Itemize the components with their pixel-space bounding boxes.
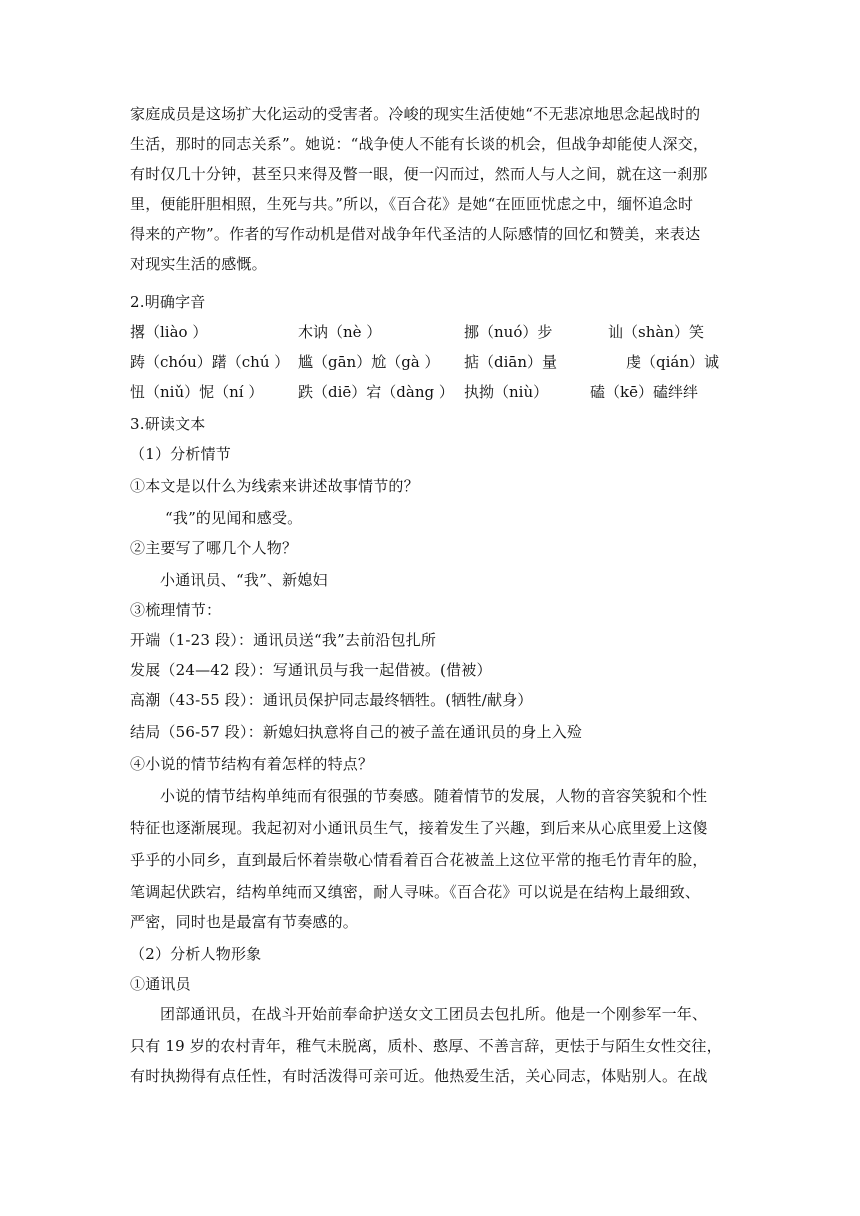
character-heading: ①通讯员 (130, 975, 191, 993)
plot-item: 高潮（43-55 段）：通讯员保护同志最终牺牲。(牺牲/献身） (130, 691, 533, 709)
paragraph-line: 团部通讯员，在战斗开始前奉命护送女文工团员去包扎所。他是一个刚参军一年、 (160, 1005, 708, 1023)
text-line: 里，便能肝胆相照，生死与共。”所以，《百合花》是她“在匝匝忧虑之中，缅怀追念时 (130, 195, 694, 213)
question: ②主要写了哪几个人物？ (130, 539, 298, 557)
plot-item: 开端（1-23 段）：通讯员送“我”去前沿包扎所 (130, 631, 437, 649)
answer: “我”的见闻和感受。 (165, 509, 303, 527)
paragraph-line: 只有 19 岁的农村青年，稚气未脱离，质朴、憨厚、不善言辞，更怯于与陌生女性交往， (130, 1037, 722, 1055)
section-heading: 3.研读文本 (130, 415, 206, 433)
question: ④小说的情节结构有着怎样的特点？ (130, 755, 374, 773)
subsection-heading: （1）分析情节 (130, 445, 231, 463)
paragraph-line: 乎乎的小同乡，直到最后怀着崇敬心情看着百合花被盖上这位平常的拖毛竹青年的脸， (130, 851, 708, 869)
subsection-heading: （2）分析人物形象 (130, 945, 262, 963)
pinyin-item: 虔（qián）诚 (626, 353, 720, 371)
pinyin-item: 执拗（niù） (464, 383, 549, 401)
paragraph-line: 严密，同时也是最富有节奏感的。 (130, 913, 359, 931)
pinyin-item: 忸（niǔ）怩（ní ） (130, 383, 264, 401)
pinyin-item: 跌（diē）宕（dàng ） (298, 383, 454, 401)
pinyin-item: 掂（diān）量 (464, 353, 558, 371)
section-heading: 2.明确字音 (130, 293, 206, 311)
paragraph-line: 笔调起伏跌宕，结构单纯而又缜密，耐人寻味。《百合花》可以说是在结构上最细致、 (130, 883, 701, 901)
pinyin-item: 木讷（nè ） (298, 323, 382, 341)
pinyin-item: 撂（liào ） (130, 323, 208, 341)
pinyin-row (130, 352, 750, 372)
text-line: 对现实生活的感慨。 (130, 255, 267, 273)
question: ①本文是以什么为线索来讲述故事情节的？ (130, 477, 419, 495)
pinyin-item: 尴（gān）尬（gà ） (298, 353, 440, 371)
paragraph-line: 特征也逐渐展现。我起初对小通讯员生气，接着发生了兴趣，到后来从心底里爱上这傻 (130, 819, 708, 837)
plot-item: 结局（56-57 段）：新媳妇执意将自己的被子盖在通讯员的身上入殓 (130, 723, 583, 741)
pinyin-item: 讪（shàn）笑 (608, 323, 704, 341)
text-line: 家庭成员是这场扩大化运动的受害者。冷峻的现实生活使她“不无悲凉地思念起战时的 (130, 105, 701, 123)
pinyin-row (130, 322, 750, 342)
text-line: 有时仅几十分钟，甚至只来得及瞥一眼，便一闪而过，然而人与人之间，就在这一刹那 (130, 165, 708, 183)
text-line: 得来的产物”。作者的写作动机是借对战争年代圣洁的人际感情的回忆和赞美，来表达 (130, 225, 701, 243)
text-line: 生活，那时的同志关系”。她说：“战争使人不能有长谈的机会，但战争却能使人深交， (130, 135, 709, 153)
pinyin-item: 磕（kē）磕绊绊 (590, 383, 698, 401)
paragraph-line: 小说的情节结构单纯而有很强的节奏感。随着情节的发展，人物的音容笑貌和个性 (160, 787, 708, 805)
answer: 小通讯员、“我”、新媳妇 (160, 571, 328, 589)
plot-item: 发展（24—42 段）：写通讯员与我一起借被。(借被） (130, 661, 492, 679)
pinyin-item: 踌（chóu）躇（chú ） (130, 353, 290, 371)
pinyin-row (130, 382, 750, 402)
question: ③梳理情节： (130, 601, 222, 619)
paragraph-line: 有时执拗得有点任性，有时活泼得可亲可近。他热爱生活，关心同志，体贴别人。在战 (130, 1067, 708, 1085)
pinyin-item: 挪（nuó）步 (464, 323, 553, 341)
